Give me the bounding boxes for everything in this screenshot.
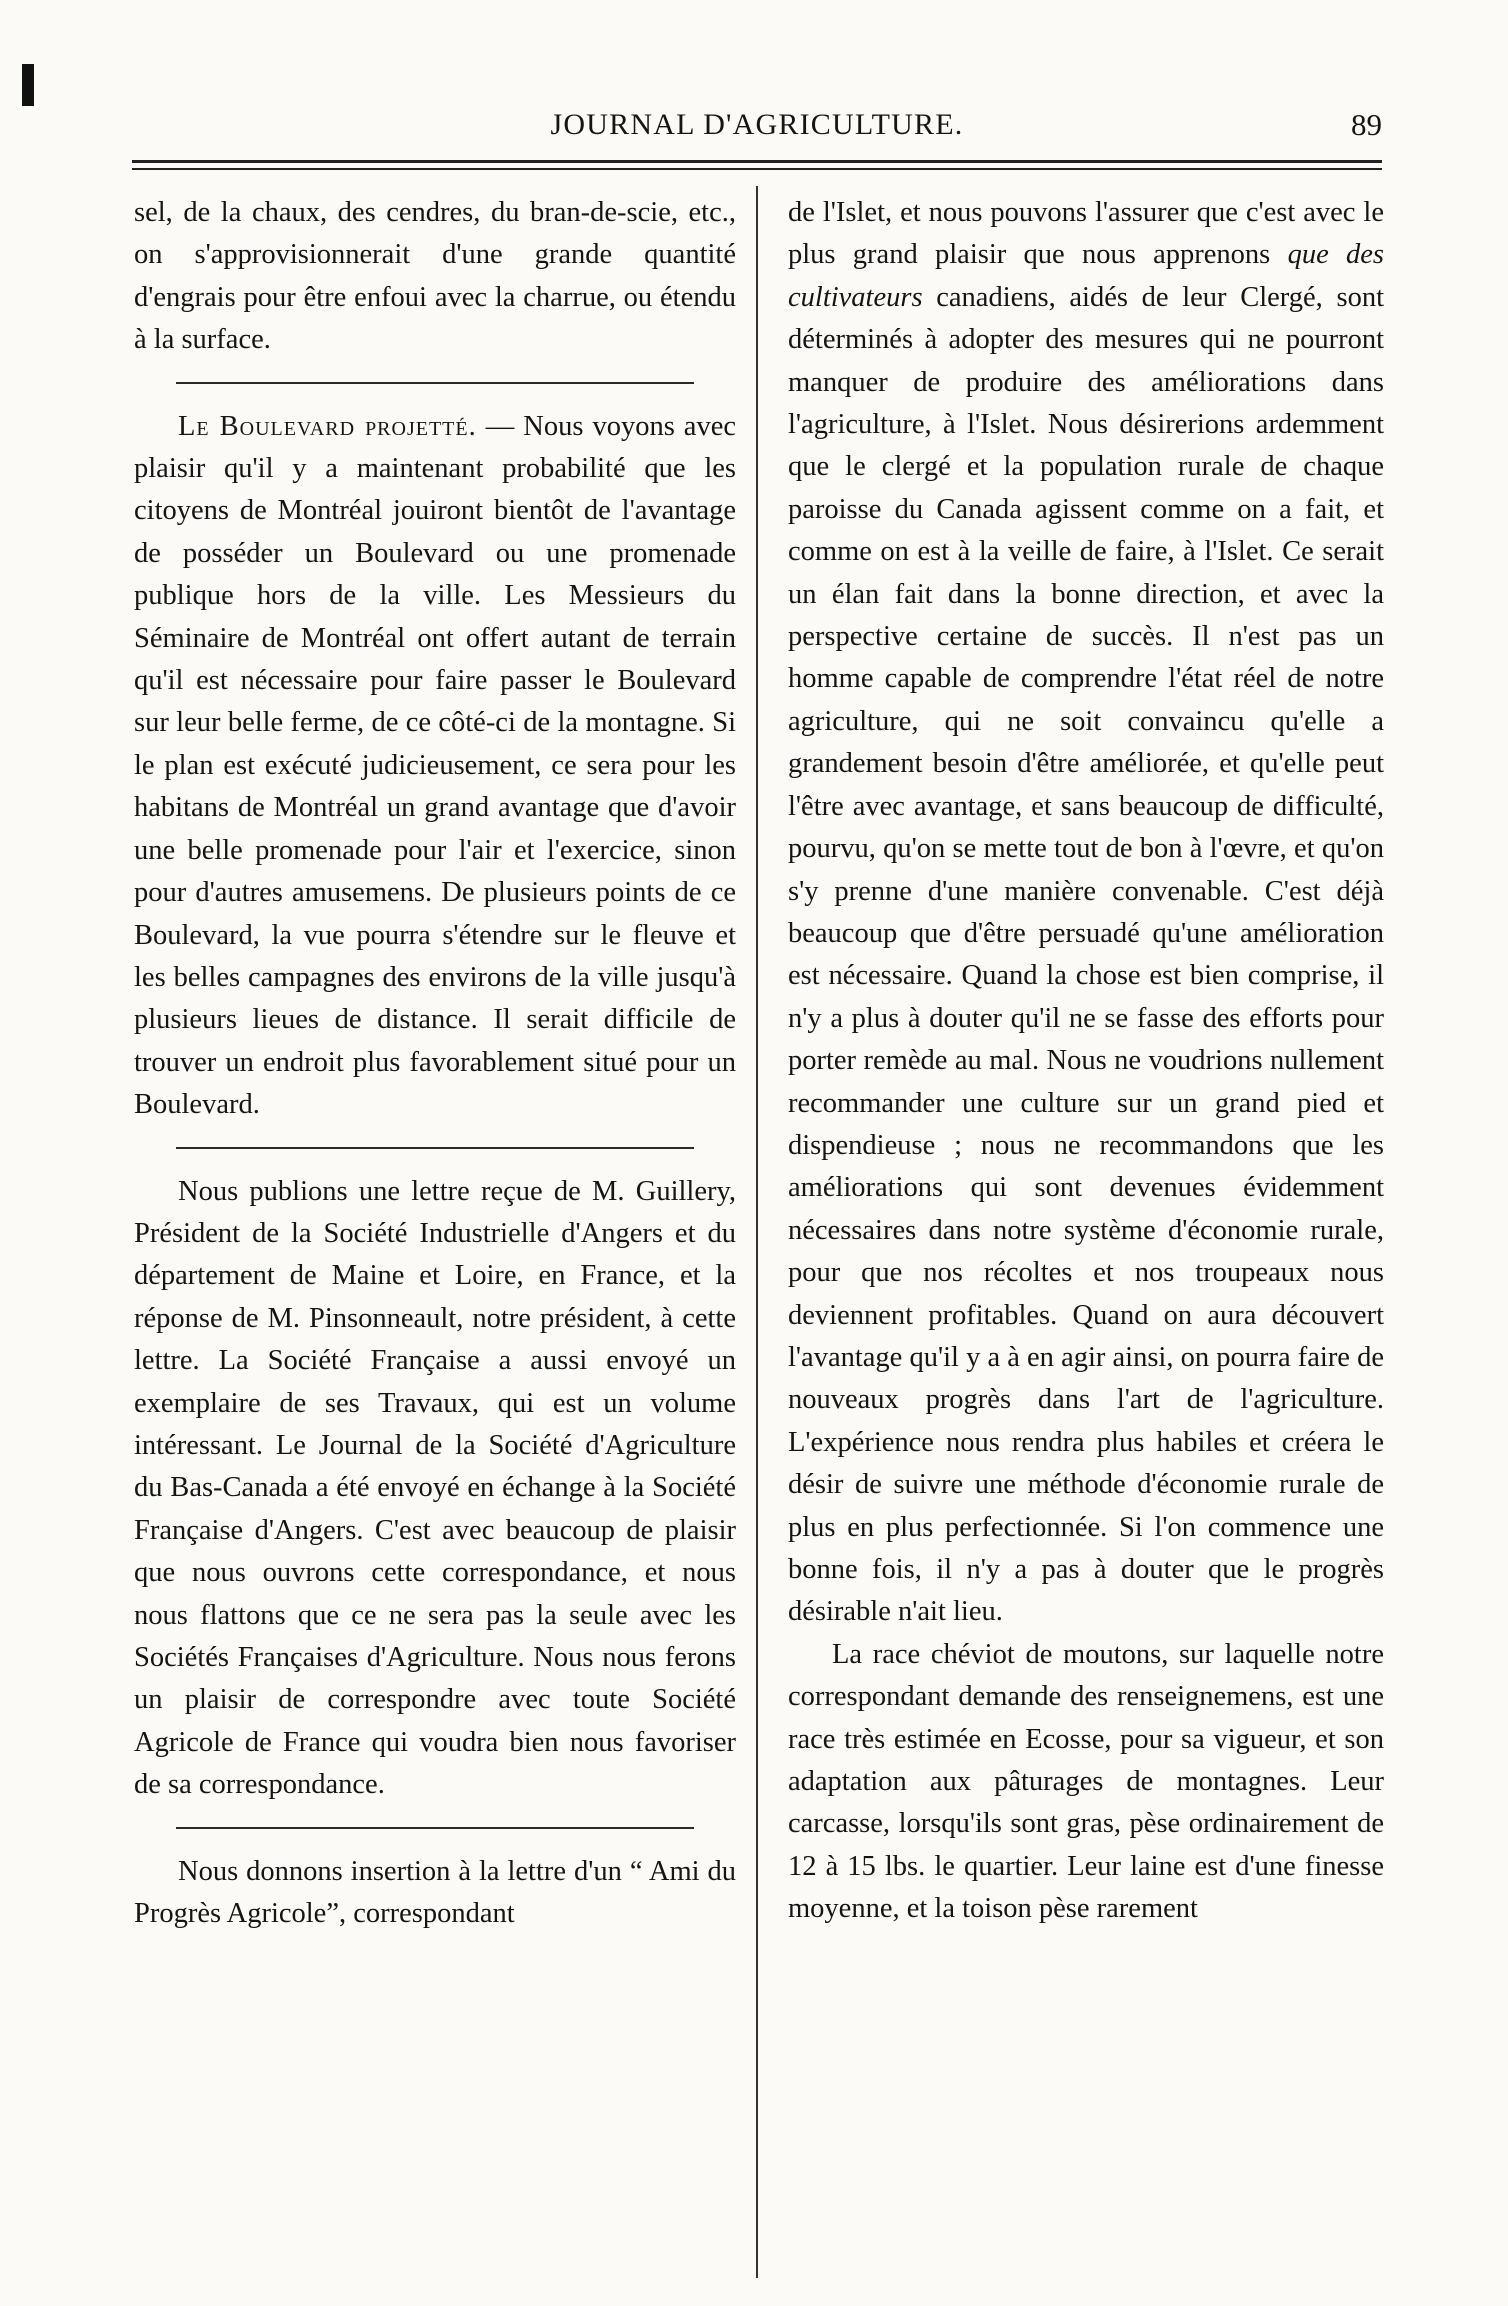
left-paragraph-insertion: Nous donnons insertion à la lettre d'un “ Ami du Progrès Agricole”, correspondant: [134, 1855, 736, 1930]
islet-text-a: de l'Islet, et nous pouvons l'assurer que c'est avec le plus grand plaisir que nous apprenons: [788, 197, 1384, 271]
left-paragraph-1: sel, de la chaux, des cendres, du bran-de-scie, etc., on s'approvisionnerait d'une grande quantité d'engrais pour être enfoui avec la charrue, ou étendu à la surface.: [134, 197, 736, 356]
section-separator: [176, 382, 694, 384]
column-divider: [756, 186, 758, 2278]
islet-emphasis: que des cultivateurs: [788, 239, 1385, 313]
right-column: [788, 192, 1384, 1931]
boulevard-body: Nous voyons avec plaisir qu'il y a maintenant probabilité que les citoyens de Montréal jouiront bientôt de l'avantage de posséder un Boulevard ou une promenade publique hors de la ville. Les Messieurs du Séminaire de Montréal ont offert autant de terrain qu'il est nécessaire pour faire passer le Boulevard sur leur belle ferme, de ce côté-ci de la montagne. Si le plan est exécuté judicieusement, ce sera pour les habitans de Montréal un grand avantage que d'avoir une belle promenade pour l'air et l'exercice, sinon pour d'autres amusemens. De plusieurs points de ce Boulevard, la vue pourra s'étendre sur le fleuve et les belles campagnes des environs de la ville jusqu'à plusieurs lieues de distance. Il serait difficile de trouver un endroit plus favorablement situé pour un Boulevard.: [134, 410, 736, 1121]
header-rule-bottom: [132, 168, 1382, 170]
right-paragraph-islet: [788, 192, 1384, 1634]
section-separator: [176, 1147, 694, 1149]
page-header: [132, 105, 1382, 147]
header-rule-top: [132, 160, 1382, 163]
page-number: 89: [1351, 107, 1382, 142]
running-title: JOURNAL D'AGRICULTURE.: [550, 108, 964, 141]
heading-dash: —: [476, 410, 524, 442]
left-paragraph-boulevard: [134, 406, 736, 1127]
right-paragraph-cheviot: La race chéviot de moutons, sur laquelle notre correspondant demande des renseignemens, est une race très estimée en Ecosse, pour sa vigueur, et son adaptation aux pâturages de montagnes. Leur carcasse, lorsqu'ils sont gras, pèse ordinairement de 12 à 15 lbs. le quartier. Leur laine est d'une finesse moyenne, et la toison pèse rarement: [788, 1638, 1384, 1925]
boulevard-heading: Le Boulevard projetté.: [178, 410, 477, 442]
margin-mark: [22, 64, 34, 106]
left-paragraph-letter: Nous publions une lettre reçue de M. Guillery, Président de la Société Industrielle d'Angers et du département de Maine et Loire, en France, et la réponse de M. Pinsonneault, notre président, à cette lettre. La Société Française a aussi envoyé un exemplaire de ses Travaux, qui est un volume intéressant. Le Journal de la Société d'Agriculture du Bas-Canada a été envoyé en échange à la Société Française d'Angers. C'est avec beaucoup de plaisir que nous ouvrons cette correspondance, et nous nous flattons que ce ne sera pas la seule avec les Sociétés Françaises d'Agriculture. Nous nous ferons un plaisir de correspondre avec toute Société Agricole de France qui voudra bien nous favoriser de sa correspondance.: [134, 1175, 736, 1801]
islet-text-b: canadiens, aidés de leur Clergé, sont déterminés à adopter des mesures qui ne pourront manquer de produire des améliorations dans l'agriculture, à l'Islet. Nous désirerions ardemment que le clergé et la population rurale de chaque paroisse du Canada agissent comme on a fait, et comme on est à la veille de faire, à l'Islet. Ce serait un élan fait dans la bonne direction, et avec la perspective certaine de succès. Il n'est pas un homme capable de comprendre l'état réel de notre agriculture, qui ne soit convaincu qu'elle a grandement besoin d'être améliorée, et qu'elle peut l'être avec avantage, et sans beaucoup de difficulté, pourvu, qu'on se mette tout de bon à l'œvre, et qu'on s'y prenne d'une manière convenable. C'est déjà beaucoup que d'être persuadé qu'une amélioration est nécessaire. Quand la chose est bien comprise, il n'y a plus à douter qu'il ne se fasse des efforts pour porter remède au mal. Nous ne voudrions nullement recommander une culture sur un grand pied et dispendieuse ; nous ne recommandons que les améliorations qui sont devenues évidemment nécessaires dans notre système d'économie rurale, pour que nos récoltes et nos troupeaux nous deviennent profitables. Quand on aura découvert l'avantage qu'il y a à en agir ainsi, on pourra faire de nouveaux progrès dans l'art de l'agriculture. L'expérience nous rendra plus habiles et créera le désir de suivre une méthode d'économie rurale de plus en plus perfectionnée. Si l'on commence une bonne fois, il n'y a pas à douter que le progrès désirable n'ait lieu.: [788, 281, 1384, 1628]
left-column: [134, 192, 736, 1935]
section-separator: [176, 1827, 694, 1829]
